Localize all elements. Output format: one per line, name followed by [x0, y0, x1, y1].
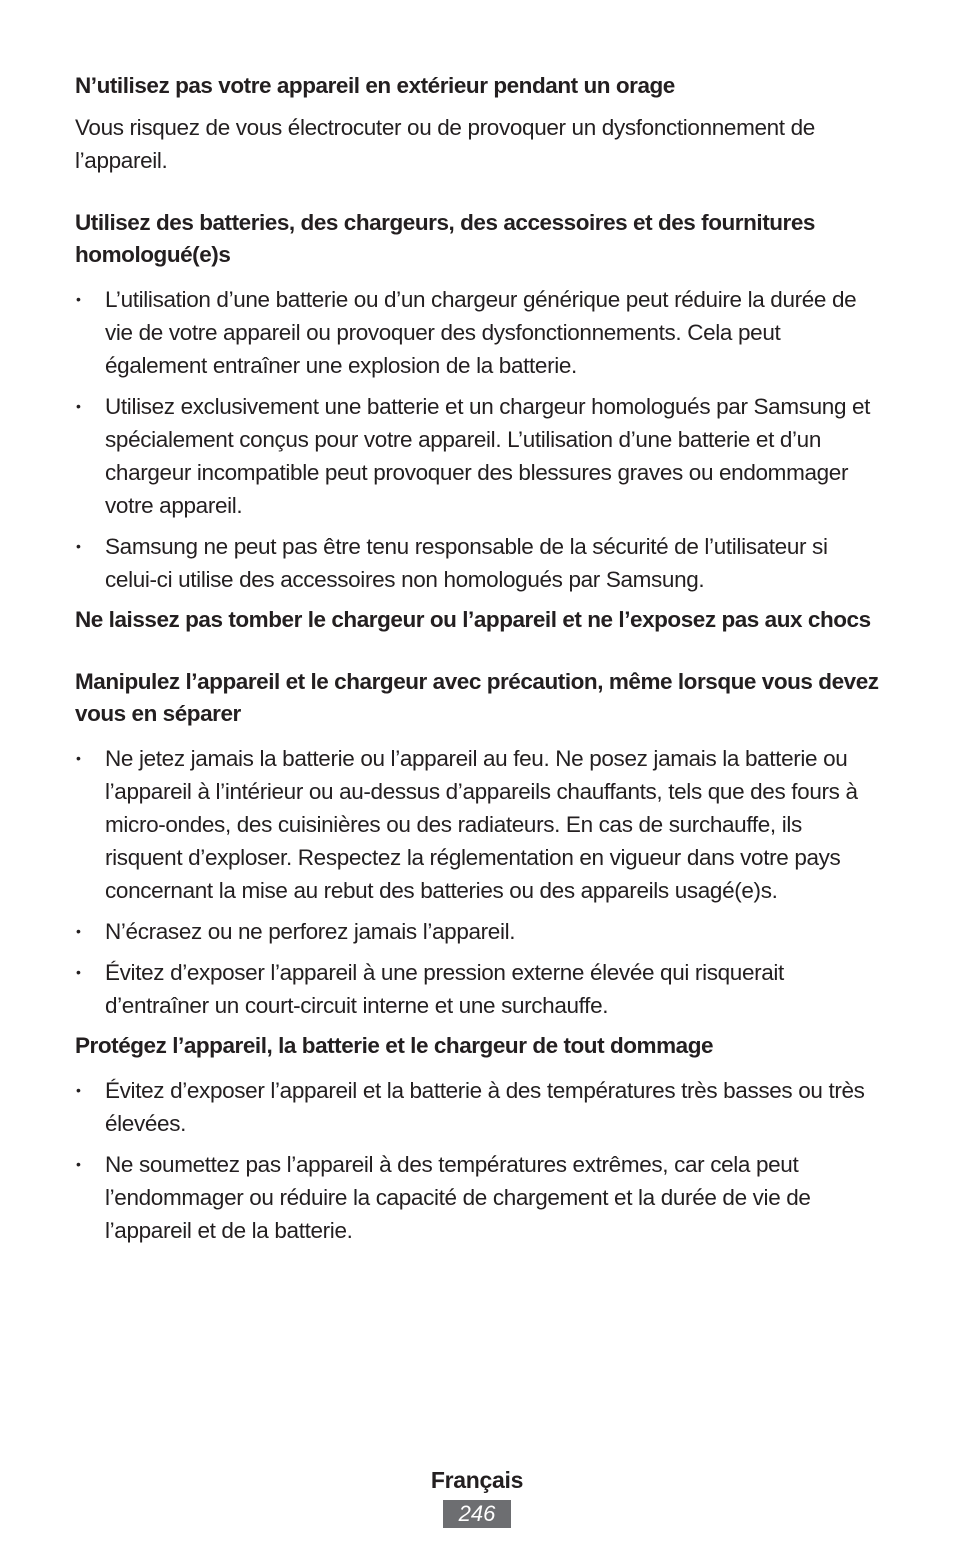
section-paragraph: Vous risquez de vous électrocuter ou de provoquer un dysfonctionnement de l’appareil. — [75, 115, 815, 173]
section-heading: Manipulez l’appareil et le chargeur avec précaution, même lorsque vous devez vous en séparer — [75, 669, 879, 726]
list-item-text: Utilisez exclusivement une batterie et un chargeur homologués par Samsung et spécialement conçus pour votre appareil. L’utilisation d’une batterie et d’un chargeur incompatible peut provoquer des blessures graves ou endommager votre appareil. — [105, 394, 871, 518]
list-item — [75, 283, 885, 382]
list-item — [75, 1074, 885, 1140]
list-item-text: Évitez d’exposer l’appareil à une pression externe élevée qui risquerait d’entraîner un court-circuit interne et une surchauffe. — [105, 960, 784, 1018]
list-item-text: Samsung ne peut pas être tenu responsable de la sécurité de l’utilisateur si celui-ci utilise des accessoires non homologués par Samsung. — [105, 534, 828, 592]
footer-language: Français — [430, 1467, 524, 1493]
bullet-list — [75, 283, 885, 596]
list-item — [75, 742, 885, 907]
page-content — [75, 70, 885, 1255]
page-footer — [0, 1463, 954, 1528]
section-protect — [75, 1030, 885, 1247]
section-handling — [75, 666, 885, 1022]
bullet-icon: • — [76, 1156, 81, 1172]
list-item — [75, 956, 885, 1022]
bullet-icon: • — [76, 1082, 81, 1098]
section-heading: Protégez l’appareil, la batterie et le chargeur de tout dommage — [75, 1033, 714, 1058]
bullet-icon: • — [76, 398, 81, 414]
list-item-text: Ne soumettez pas l’appareil à des températures extrêmes, car cela peut l’endommager ou réduire la capacité de chargement et la durée de vie de l’appareil et de la batterie. — [105, 1152, 811, 1243]
list-item-text: Évitez d’exposer l’appareil et la batterie à des températures très basses ou très élevées. — [105, 1078, 865, 1136]
section-approved-accessories — [75, 207, 885, 596]
list-item — [75, 915, 885, 948]
bullet-list — [75, 1074, 885, 1247]
section-heading: Ne laissez pas tomber le chargeur ou l’appareil et ne l’exposez pas aux chocs — [75, 607, 871, 632]
bullet-icon: • — [76, 964, 81, 980]
bullet-icon: • — [76, 750, 81, 766]
list-item — [75, 1148, 885, 1247]
list-item-text: Ne jetez jamais la batterie ou l’appareil au feu. Ne posez jamais la batterie ou l’appareil à l’intérieur ou au-dessus d’appareils chauffants, tels que des fours à micro-ondes, des cuisinières ou des radiateurs. En cas de surchauffe, ils risquent d’exploser. Respectez la réglementation en vigueur dans votre pays concernant la mise au rebut des batteries ou des appareils usagé(e)s. — [105, 746, 858, 903]
bullet-icon: • — [76, 538, 81, 554]
section-drop — [75, 604, 885, 636]
list-item-text: N’écrasez ou ne perforez jamais l’appareil. — [105, 919, 516, 944]
bullet-list — [75, 742, 885, 1022]
bullet-icon: • — [76, 291, 81, 307]
page-number: 246 — [443, 1500, 511, 1528]
list-item — [75, 390, 885, 522]
list-item — [75, 530, 885, 596]
bullet-icon: • — [76, 923, 81, 939]
list-item-text: L’utilisation d’une batterie ou d’un chargeur générique peut réduire la durée de vie de votre appareil ou provoquer des dysfonctionnements. Cela peut également entraîner une explosion de la batterie. — [105, 287, 857, 378]
section-heading: N’utilisez pas votre appareil en extérieur pendant un orage — [75, 73, 675, 98]
section-heading: Utilisez des batteries, des chargeurs, des accessoires et des fournitures homologué(e)s — [75, 210, 815, 267]
section-storm — [75, 70, 885, 177]
